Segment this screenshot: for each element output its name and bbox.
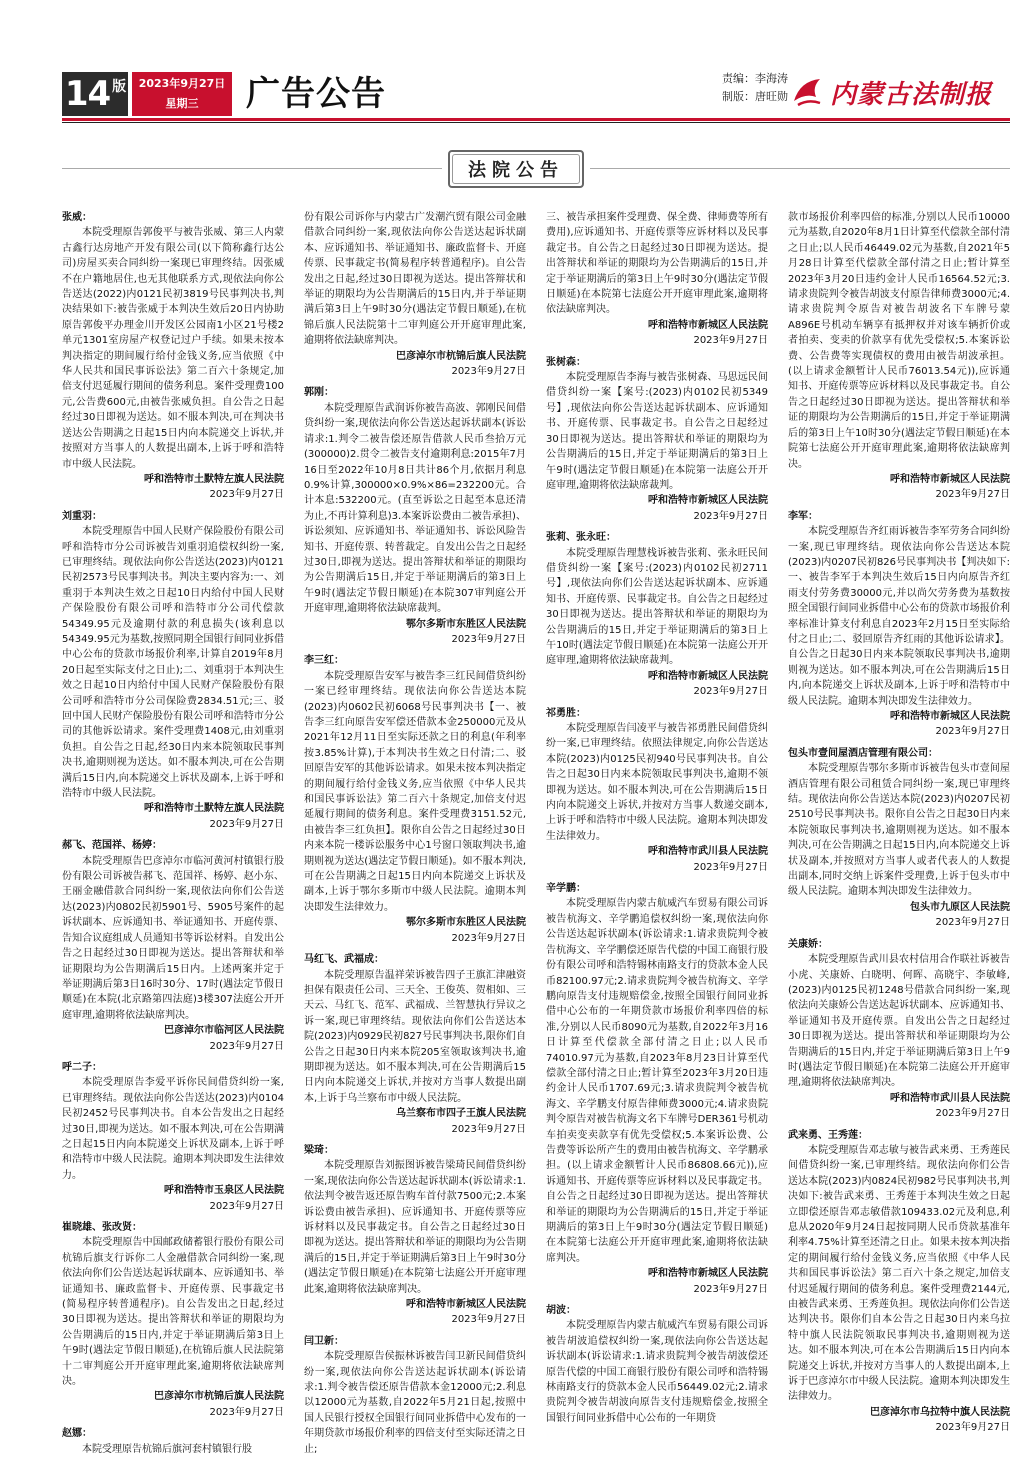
notice-court: 包头市九原区人民法院 (910, 901, 1010, 913)
notice-date: 2023年9月27日 (693, 686, 768, 698)
notice-recipient: 张树森： (546, 356, 586, 368)
notice-court: 鄂尔多斯市东胜区人民法院 (406, 618, 526, 630)
notice-body: 本院受理原告李爱平诉你民间借贷纠纷一案,已审理终结。现依法向你公告送达(2023)内0104民初2452号民事判决书。自本公告发出之日起经过30日,即视为送达。如不服本判决,可在公告期满之日起15日内向本院递交上诉状及副本,上诉于呼和浩特市中级人民法院。逾期本判决即发生法律效力。 (62, 1077, 284, 1181)
notice-court: 呼和浩特市新城区人民法院 (890, 473, 1010, 485)
notice-recipient: 郝飞、范国祥、杨婷： (62, 840, 162, 852)
notice-court: 呼和浩特市土默特左旗人民法院 (144, 473, 284, 485)
banner-inner-frame (452, 154, 580, 184)
notice-date: 2023年9月27日 (451, 366, 526, 378)
notice-court: 呼和浩特市武川县人民法院 (890, 1092, 1010, 1104)
issue-weekday: 星期三 (165, 97, 199, 110)
notice-body: 本院受理原告中国人民财产保险股份有限公司呼和浩特市分公司诉被告刘重羽追偿权纠纷一案,已审理终结。现依法向你公告送达(2023)内0121民初2573号民事判决书。判决主要内容为:一、刘重羽于本判决生效之日起10日内给付中国人民财产保险股份有限公司呼和浩特市分公司代偿款54349.95元及逾期付款的利息损失(该利息以54349.95元为基数,按照同期全国银行间同业拆借中心公布的贷款市场报价利率,计算自2019年8月20日起至实际支付之日止);二、刘重羽于本判决生效之日起10日内给付中国人民财产保险股份有限公司呼和浩特市分公司保险费2834.51元;三、驳回中国人民财产保险股份有限公司呼和浩特市分公司的其他诉讼请求。案件受理费1408元,由刘重羽负担。自公告之日起,经30日内来本院领取民事判决书,逾期则视为送达。如不服本判决,可在公告期满后15日内,向本院递交上诉状及副本,上诉于呼和浩特市中级人民法院。 (62, 526, 284, 800)
issue-date: 2023年9月27日 (138, 77, 226, 90)
notice-body: 本院受理原告郭俊平与被告张威、第三人内蒙古鑫行达房地产开发有限公司(以下简称鑫行达公司)房屋买卖合同纠纷一案现已审理终结。因张威不在户籍地居住,也无其他联系方式,现依法向你公告送达(2022)内0121民初3819号民事判决书,判决结果如下:被告张威于本判决生效后20日内协助原告郭俊平办理金川开发区公园南1小区21号楼2单元1301室房屋产权登记过户手续。如果未按本判决指定的期间履行给付金钱义务,应当依照《中华人民共和国民事诉讼法》第二百六十条规定,加倍支付迟延履行期间的债务利息。案件受理费100元,公告费600元,由被告张威负担。自公告之日起经过30日即视为送达。如不服本判决,可在判决书送达公告期满之日起15日内向本院递交上诉状,并按照对方当事人的人数提出副本,上诉于呼和浩特市中级人民法院。 (62, 227, 284, 470)
notice-recipient: 李三红： (304, 655, 344, 667)
notice-date: 2023年9月27日 (693, 861, 768, 873)
notice-date: 2023年9月27日 (209, 489, 284, 501)
notice-date: 2023年9月27日 (693, 1283, 768, 1295)
notice-court: 乌兰察布市四子王旗人民法院 (396, 1108, 526, 1120)
notice-body: 本院受理原告齐红雨诉被告李军劳务合同纠纷一案,现已审理终结。现依法向你公告送达本院(2023)内0207民初826号民事判决书【判决如下:一、被告李军于本判决生效后15日内向原告齐红雨支付劳务费30000元,并以尚欠劳务费为基数按照全国银行间同业拆借中心公布的贷款市场报价利率标准计算支付利息自2023年2月15日至实际给付之日止;二、驳回原告齐红雨的其他诉讼请求】。自公告之日起30日内来本院领取民事判决书,逾期则视为送达。如不服本判决,可在公告期满后15日内,向本院递交上诉状及副本,上诉于呼和浩特市中级人民法院。逾期本判决即发生法律效力。 (788, 526, 1010, 707)
notice-body: 本院受理原告侯振林诉被告闫卫新民间借贷纠纷一案,现依法向你公告送达起诉状副本(诉讼请求:1.判令被告偿还原告借款本金12000元;2.利息以12000元为基数,自2022年5月21日起,按照中国人民银行授权全国银行间同业拆借中心发布的一年期贷款市场报价利率的四倍支付至实际还清之日止; (304, 1351, 526, 1455)
notice-court: 呼和浩特市新城区人民法院 (648, 319, 768, 331)
notice-body: 本院受理原告内蒙古航威汽车贸易有限公司诉被告杭海文、辛学鹏追偿权纠纷一案,现依法向你公告送达起诉状副本(诉讼请求:1.请求贵院判令被告杭海文、辛学鹏偿还原告代偿的中国工商银行股份有限公司呼和浩特锡林南路支行的贷款本金人民币82100.97元;2.请求贵院判令被告杭海文、辛学鹏向原告支付违规赔偿金,按照全国银行间同业拆借中心公布的一年期贷款市场报价利率四倍的标准,分别以人民币8090元为基数,自2022年3月16日计算至代偿款全部付清之日止;以人民币74010.97元为基数,自2023年8月23日计算至代偿款全部付清之日止;暂计算至2023年3月20日违约金计人民币1707.69元;3.请求贵院判令被告杭海文、辛学鹏支付原告律师费3000元;4.请求贵院判令原告对被告杭海文名下车牌号DER361号机动车拍卖变卖款享有优先受偿权;5.本案诉讼费、公告费等诉讼所产生的费用由被告杭海文、辛学鹏承担。(以上请求金额暂计人民币86808.66元)),应诉通知书、开庭传票等应诉材料以及民事裁定书。自公告之日起经过30日即视为送达。提出答辩状和举证的期限均为公告期满后的15日,并定于举证期满后的第3日上午9时30分(遇法定节假日顺延)在本院第七法庭公开开庭审理此案,逾期将依法缺席判决。 (546, 898, 768, 1264)
notice-body: 本院受理原告巴彦淖尔市临河黄河村镇银行股份有限公司诉被告郝飞、范国祥、杨婷、赵小东、王丽金融借款合同纠纷一案,现依法向你们公告送达(2023)内0802民初5901号、5905号案件的起诉状副本、应诉通知书、举证通知书、开庭传票、告知合议庭组成人员通知书等诉讼材料。自发出公告之日起经过30日即视为送达。提出答辩状和举证期限均为公告期满后15日内。上述两案并定于举证期满后第3日16时30分、17时(遇法定节假日顺延)在本院(北京路第四法庭)3楼307法庭公开开庭审理,逾期将依法缺席判决。 (62, 855, 284, 1021)
notice-date: 2023年9月27日 (209, 1200, 284, 1212)
header-rule-black (62, 122, 1010, 123)
notice-court: 巴彦淖尔市乌拉特中旗人民法院 (870, 1406, 1010, 1418)
notice-court: 巴彦淖尔市临河区人民法院 (164, 1025, 284, 1037)
court-notice (546, 706, 768, 875)
notice-body: 款市场报价利率四倍的标准,分别以人民币10000元为基数,自2020年8月1日计算至代偿款全部付清之日止;以人民币46449.02元为基数,自2021年5月28日计算至代偿款全部付清之日止;暂计算至2023年3月20日违约金计人民币16564.52元;3.请求贵院判令被告胡波支付原告律师费3000元;4.请求贵院判令原告对被告胡波名下车牌号蒙A896E号机动车辆享有抵押权并对该车辆折价或者拍卖、变卖的价款享有优先受偿权;5.本案诉讼费、公告费等实现债权的费用由被告胡波承担。(以上请求金额暂计人民币76013.54元)),应诉通知书、开庭传票等应诉材料以及民事裁定书。自公告之日起经过30日即视为送达。提出答辩状和举证的期限均为公告期满后的15日,并定于举证期满后的第3日上午10时30分(遇法定节假日顺延)在本院第七法庭公开开庭审理此案,逾期将依法缺席判决。 (788, 212, 1010, 470)
court-notice (304, 1143, 526, 1328)
column-3 (546, 210, 768, 1470)
section-title: 广告公告 (246, 74, 386, 114)
page-number: 14 (64, 74, 111, 114)
notice-body: 本院受理原告邓志敏与被告武来勇、王秀莲民间借贷纠纷一案,已审理终结。现依法向你们公告送达本院(2023)内0824民初982号民事判决书,判决如下:被告武来勇、王秀莲于本判决生效之日起立即偿还原告邓志敏借款109433.02元及利息,利息从2020年9月24日起按同期人民币贷款基准年利率4.75%计算至还清之日止。如果未按本判决指定的期间履行给付金钱义务,应当依照《中华人民共和国民事诉讼法》第二百六十条之规定,加倍支付迟延履行期间的债务利息。案件受理费2144元,由被告武来勇、王秀莲负担。现依法向你们公告送达判决书。限你们自本公告之日起30日内来乌拉特中旗人民法院领取民事判决书,逾期则视为送达。如不服本判决,可在本公告期满后15日内向本院递交上诉状,并按对方当事人的人数提出副本,上诉于巴彦淖尔市中级人民法院。逾期本判决即发生法律效力。 (788, 1144, 1010, 1403)
notice-date: 2023年9月27日 (451, 633, 526, 645)
notice-recipient: 郭刚： (304, 387, 334, 399)
notice-body: 本院受理原告刘振图诉被告梁琦民间借贷纠纷一案,现依法向你公告送达起诉状副本(诉讼请求:1.依法判令被告返还原告购车首付款7500元;2.本案诉讼费由被告承担)、应诉通知书、开庭传票等应诉材料以及民事裁定书。自公告之日起经过30日即视为送达。提出答辩状和举证的期限均为公告期满后的15日,并定于举证期满后第3日上午9时30分(遇法定节假日顺延)在本院第七法庭公开开庭审理此案,逾期将依法缺席判决。 (304, 1160, 526, 1295)
notice-court: 呼和浩特市土默特左旗人民法院 (144, 803, 284, 815)
court-notice (62, 1060, 284, 1214)
notice-recipient: 梁琦： (304, 1144, 334, 1156)
court-notice (62, 1220, 284, 1420)
court-notice (788, 1128, 1010, 1436)
newspaper-name: 内蒙古法制报 (830, 79, 993, 110)
notice-recipient: 崔晓雄、张改贤： (62, 1222, 142, 1233)
notice-body: 本院受理原告中国邮政储蓄银行股份有限公司杭锦后旗支行诉你二人金融借款合同纠纷一案,现依法向你们公告送达起诉状副本、应诉通知书、举证通知书、廉政监督卡、开庭传票、民事裁定书(简易程序转普通程序)。自公告发出之日起,经过30日即视为送达。提出答辩状和举证的期限均为公告期满后的15日内,并定于举证期满后第3日上午9时(遇法定节假日顺延),在杭锦后旗人民法院第十二审判庭公开开庭审理此案,逾期将依法缺席判决。 (62, 1237, 284, 1388)
notice-court: 巴彦淖尔市杭锦后旗人民法院 (396, 350, 526, 362)
notice-date: 2023年9月27日 (935, 1422, 1010, 1434)
court-notice (304, 952, 526, 1137)
notice-body: 本院受理原告理慧栈诉被告张莉、张永旺民间借贷纠纷一案【案号:(2023)内0102民初2711号】,现依法向你们公告送达起诉状副本、应诉通知书、开庭传票、民事裁定书。自公告之日起经过30日即视为送达。提出答辩状和举证的期限均为公告期满后的15日,并定于举证期满后的第3日上午10时(遇法定节假日顺延)在本院第一法庭公开开庭审理,逾期将依法缺席裁判。 (546, 547, 768, 667)
court-notice (546, 530, 768, 699)
notice-date: 2023年9月27日 (209, 1406, 284, 1418)
banner-line-right (590, 168, 1010, 169)
notice-date: 2023年9月27日 (935, 1108, 1010, 1120)
designer-name: 制版：唐旺勋 (722, 90, 788, 103)
column-2 (304, 210, 526, 1470)
notice-recipient: 李军： (788, 510, 818, 522)
notice-date: 2023年9月27日 (935, 917, 1010, 929)
court-notice (62, 210, 284, 503)
date-box (132, 72, 232, 116)
banner-line-left (62, 168, 442, 169)
notice-court: 鄂尔多斯市东胜区人民法院 (406, 917, 526, 929)
notice-recipient: 张威： (62, 212, 92, 223)
notice-court: 呼和浩特市新城区人民法院 (406, 1299, 526, 1311)
notice-body: 本院受理原告鄂尔多斯市诉被告包头市壹间屋酒店管理有限公司租赁合同纠纷一案,现已审理终结。现依法向你公告送达本院(2023)内0207民初2510号民事判决书。限你自公告之日起30日内来本院领取民事判决书,逾期则视为送达。如不服本判决,可在公告期满之日起15日内,向本院递交上诉状及副本,并按照对方当事人或者代表人的人数提出副本,同时交纳上诉案件受理费,上诉于包头市中级人民法院。逾期本判决即发生法律效力。 (788, 763, 1010, 898)
editor-name: 责编：李海涛 (722, 72, 788, 85)
court-notice (788, 509, 1010, 740)
court-notice (304, 210, 526, 379)
notice-date: 2023年9月27日 (451, 932, 526, 944)
notice-date: 2023年9月27日 (451, 1314, 526, 1326)
notice-body: 三、被告承担案件受理费、保全费、律师费等所有费用),应诉通知书、开庭传票等应诉材料以及民事裁定书。自公告之日起经过30日即视为送达。提出答辩状和举证的期限均为公告期满后的15日,并定于举证期满后的第3日上午9时30分(遇法定节假日顺延)在本院第七法庭公开开庭审理此案,逾期将依法缺席判决。 (546, 212, 768, 316)
logo-emblem-icon (790, 75, 824, 109)
notice-recipient: 胡波： (546, 1305, 576, 1317)
notice-date: 2023年9月27日 (209, 818, 284, 830)
court-notice (788, 746, 1010, 931)
notice-body: 本院受理原告温祥荣诉被告四子王旗汇津融资担保有限责任公司、三天全、王俊英、贺相如、三天云、马红飞、范军、武福成、兰智慧执行异议之诉一案,现已审理终结。现依法向你们公告送达本院(2023)内0929民初827号民事判决书,限你们自公告之日起30日内来本院205室领取该判决书,逾期即视为送达。如不服本判决,可在公告期满后15日内向本院递交上诉状,并按对方当事人数提出副本,上诉于乌兰察布市中级人民法院。 (304, 969, 526, 1104)
court-notice (304, 385, 526, 647)
notice-body: 本院受理原告杭锦后旗河套村镇银行股 (82, 1443, 252, 1455)
header-rule-red (62, 118, 1010, 121)
notice-court: 呼和浩特市武川县人民法院 (648, 846, 768, 858)
notice-body: 本院受理原告闫凌平与被告祁勇胜民间借贷纠纷一案,已审理终结。依照法律规定,向你公告送达本院(2023)内0125民初940号民事判决书。自公告之日起30日内来本院领取民事判决书,逾期不领即视为送达。如不服本判决,可在公告期满后15日内向本院递交上诉状,并按对方当事人数递交副本,上诉于呼和浩特市中级人民法院。逾期本判决即发生法律效力。 (546, 723, 768, 842)
notice-recipient: 辛学鹏： (546, 883, 586, 895)
page-suffix: 版 (112, 79, 126, 95)
notice-recipient: 祁勇胜： (546, 707, 586, 719)
notice-date: 2023年9月27日 (935, 489, 1010, 501)
editor-credits (722, 70, 788, 106)
notice-date: 2023年9月27日 (935, 726, 1010, 738)
court-notice (788, 937, 1010, 1122)
notice-date: 2023年9月27日 (451, 1123, 526, 1135)
court-notice (546, 1303, 768, 1426)
notice-recipient: 武来勇、王秀莲： (788, 1129, 868, 1141)
court-notice (62, 1426, 284, 1457)
banner-title: 法院公告 (468, 160, 564, 181)
column-4 (788, 210, 1010, 1470)
notice-date: 2023年9月27日 (209, 1040, 284, 1052)
notice-recipient: 刘重羽： (62, 510, 102, 522)
notice-recipient: 马红飞、武福成： (304, 954, 384, 966)
notice-body: 本院受理原告内蒙古航威汽车贸易有限公司诉被告胡波追偿权纠纷一案,现依法向你公告送达起诉状副本(诉讼请求:1.请求贵院判令被告胡波偿还原告代偿的中国工商银行股份有限公司呼和浩特锡林南路支行的贷款本金人民币56449.02元;2.请求贵院判令被告胡波向原告支付违规赔偿金,按照全国银行间同业拆借中心公布的一年期贷 (546, 1320, 768, 1424)
court-notice (62, 509, 284, 833)
newspaper-logo (790, 70, 1010, 114)
court-notice (304, 1334, 526, 1457)
court-notice (788, 210, 1010, 503)
notice-body: 本院受理原告安军与被告李三红民间借贷纠纷一案已经审理终结。现依法向你公告送达本院(2023)内0602民初6068号民事判决书【一、被告李三红向原告安军偿还借款本金250000元及从2021年12月11日至实际还款之日的利息(年利率按3.85%计算),于本判决书生效之日付清;二、驳回原告安军的其他诉讼请求。如果未按本判决指定的期间履行给付金钱义务,应当依照《中华人民共和国民事诉讼法》第二百六十条规定,加倍支付迟延履行期间的债务利息。案件受理费3151.52元,由被告李三红负担】。限你自公告之日起经过30日内来本院一楼诉讼服务中心1号窗口领取判决书,逾期则视为送达(遇法定节假日顺延)。如不服本判决,可在公告期满之日起15日内向本院递交上诉状及副本,上诉于鄂尔多斯市中级人民法院。逾期本判决即发生法律效力。 (304, 670, 526, 913)
notice-court: 巴彦淖尔市杭锦后旗人民法院 (154, 1391, 284, 1403)
page-number-box (62, 72, 128, 116)
notice-body: 本院受理原告武润诉你被告高波、郭刚民间借贷纠纷一案,现依法向你公告送达起诉状副本(诉讼请求:1.判令二被告偿还原告借款人民币叁拾万元(300000)2.贯令二被告支付逾期利息:2015年7月16日至2022年10月8日共计86个月,依据月利息0.9%计算,300000×0.9%×86=232200元。合计本息:532200元。(直至诉讼之日起至本息还清为止,不再计算利息)3.本案诉讼费由二被告承担)、诉讼须知、应诉通知书、举证通知书、诉讼风险告知书、开庭传票、转普裁定。自发出公告之日起经过30日,即视为送达。提出答辩状和举证的期限均为公告期满后15日,并定于举证期满后的第3日上午9时(遇法定节假日顺延)在本院307审判庭公开开庭审理,逾期将依法缺席裁判。 (304, 402, 526, 615)
notice-court: 呼和浩特市新城区人民法院 (648, 1268, 768, 1280)
notice-recipient: 赵娜： (62, 1428, 92, 1440)
court-notice (546, 355, 768, 524)
notice-recipient: 包头市壹间屋酒店管理有限公司： (788, 747, 938, 759)
notice-body: 本院受理原告武川县农村信用合作联社诉被告小虎、关康娇、白晓明、何晖、高晓宇、李敏峰,(2023)内0125民初1248号借款合同纠纷一案,现依法向关康娇公告送达起诉状副本、应诉通知书、举证通知书及开庭传票。自发出公告之日起经过30日即视为送达。提出答辩状和举证期限均为公告期满后的15日内,并定于举证期满后第3日上午9时(遇法定节假日顺延)在本院第二法庭公开开庭审理,逾期将依法缺席判决。 (788, 954, 1010, 1089)
notice-date: 2023年9月27日 (693, 335, 768, 347)
notice-recipient: 呼二子： (62, 1061, 102, 1073)
notice-date: 2023年9月27日 (693, 510, 768, 522)
court-notice (546, 210, 768, 349)
notice-court: 呼和浩特市新城区人民法院 (648, 495, 768, 507)
notice-recipient: 张莉、张永旺： (546, 532, 616, 544)
notice-body: 份有限公司诉你与内蒙古广发潮汽贸有限公司金融借款合同纠纷一案,现依法向你公告送达起诉状副本、应诉通知书、举证通知书、廉政监督卡、开庭传票、民事裁定书(简易程序转普通程序)。自公告发出之日起,经过30日即视为送达。提出答辩状和举证的期限均为公告期满后的15日内,并于举证期满后第3日上午9时30分(遇法定节假日顺延),在杭锦后旗人民法院第十二审判庭公开开庭审理此案,逾期将依法缺席判决。 (304, 212, 526, 347)
column-1 (62, 210, 284, 1470)
notice-court: 呼和浩特市新城区人民法院 (648, 670, 768, 682)
court-notice (546, 881, 768, 1297)
court-notice (62, 838, 284, 1054)
notice-body: 本院受理原告李海与被告张树森、马思远民间借贷纠纷一案【案号:(2023)内0102民初5349号】,现依法向你公告送达起诉状副本、应诉通知书、开庭传票、民事裁定书。自公告之日起经过30日即视为送达。提出答辩状和举证的期限均为公告期满后的15日,并定于举证期满后的第3日上午9时(遇法定节假日顺延)在本院第一法庭公开开庭审理,逾期将依法缺席裁判。 (546, 372, 768, 491)
notice-court: 呼和浩特市玉泉区人民法院 (164, 1185, 284, 1197)
notice-court: 呼和浩特市新城区人民法院 (890, 711, 1010, 722)
notice-columns (62, 210, 1010, 1470)
court-notice-banner (448, 150, 584, 188)
notice-recipient: 关康娇： (788, 938, 828, 950)
masthead (0, 0, 1024, 130)
court-notice (304, 653, 526, 946)
notice-recipient: 闫卫新： (304, 1335, 344, 1347)
